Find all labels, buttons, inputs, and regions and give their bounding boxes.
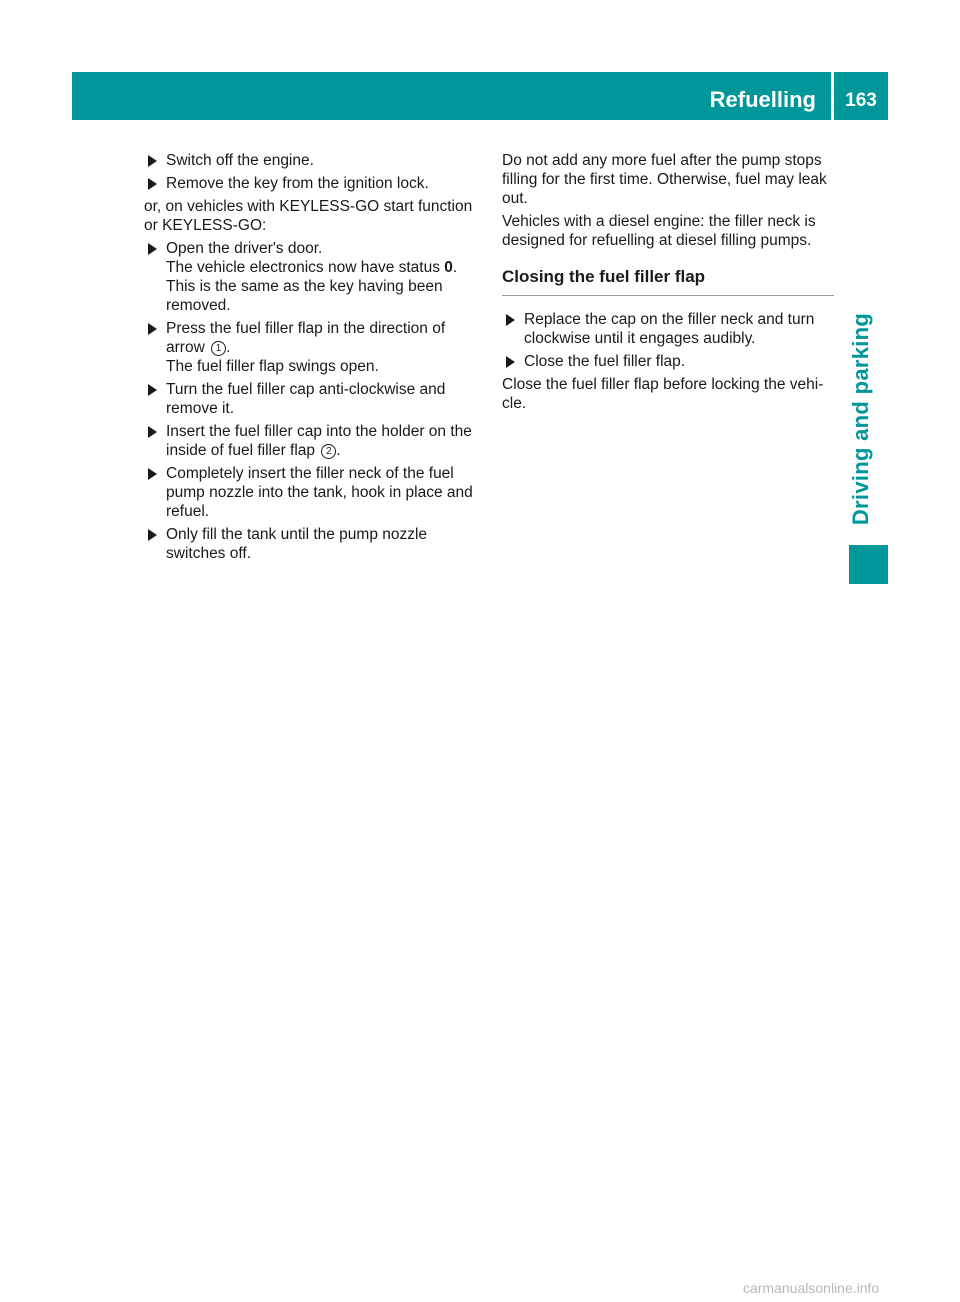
- step-text: Completely insert the filler neck of the fuel pump nozzle into the tank, hook in place and refuel.: [166, 465, 473, 520]
- step-text-main: Press the fuel filler flap in the direction of arrow: [166, 320, 446, 356]
- left-column: [144, 151, 484, 567]
- instruction-step: [144, 464, 484, 521]
- instruction-step: [144, 239, 484, 315]
- step-arrow-icon: [506, 314, 515, 326]
- step-text: Remove the key from the ignition lock.: [166, 175, 429, 192]
- paragraph: or, on vehicles with KEYLESS-GO start function or KEYLESS-GO:: [144, 198, 473, 234]
- page-number: 163: [845, 90, 877, 111]
- status-value: 0: [444, 259, 453, 276]
- step-result: [166, 258, 484, 277]
- step-text: Replace the cap on the filler neck and turn clockwise until it engages audibly.: [524, 311, 815, 347]
- step-text-suffix: .: [226, 339, 231, 356]
- step-text-main: Insert the fuel filler cap into the holder on the inside of fuel filler flap: [166, 423, 472, 459]
- step-result-suffix: .: [452, 259, 458, 276]
- step-text-suffix: .: [336, 442, 341, 459]
- step-text: [166, 422, 484, 460]
- step-text: Open the driver's door.: [166, 240, 323, 257]
- step-arrow-icon: [148, 243, 157, 255]
- section-heading: Closing the fuel filler flap: [502, 266, 834, 296]
- instruction-step: [502, 352, 834, 371]
- circled-number-2-icon: 2: [321, 444, 336, 459]
- step-result-text: The vehicle electronics now have status: [166, 259, 445, 276]
- step-text: [166, 319, 484, 357]
- step-arrow-icon: [148, 384, 157, 396]
- instruction-step: [502, 310, 834, 348]
- step-text: Close the fuel filler flap.: [524, 353, 686, 370]
- instruction-step: [144, 525, 484, 563]
- side-tab: [843, 300, 879, 538]
- header-bar: [72, 72, 888, 120]
- instruction-step: [144, 422, 484, 460]
- step-arrow-icon: [148, 155, 157, 167]
- side-tab-label: Driving and parking: [848, 312, 873, 526]
- step-result: This is the same as the key having been removed.: [166, 278, 443, 314]
- circled-number-1-icon: 1: [211, 341, 226, 356]
- step-arrow-icon: [506, 356, 515, 368]
- right-column: [502, 151, 834, 417]
- page-title: Refuelling: [709, 87, 816, 112]
- section-body: [502, 310, 834, 413]
- step-text: Switch off the engine.: [166, 152, 314, 169]
- step-arrow-icon: [148, 426, 157, 438]
- step-text: Only fill the tank until the pump nozzle switches off.: [166, 526, 428, 562]
- step-arrow-icon: [148, 178, 157, 190]
- step-result: The fuel filler flap swings open.: [166, 358, 379, 375]
- instruction-step: [144, 174, 484, 193]
- step-text: Turn the fuel filler cap anti-clockwise and remove it.: [166, 381, 446, 417]
- instruction-step: [144, 380, 484, 418]
- step-arrow-icon: [148, 468, 157, 480]
- instruction-step: [144, 319, 484, 376]
- paragraph: Do not add any more fuel after the pump stops filling for the first time. Otherwise, fuel may leak out.: [502, 152, 827, 207]
- side-tab-marker: [849, 545, 888, 584]
- paragraph: Close the fuel filler flap before locking the vehi-cle.: [502, 376, 824, 412]
- step-arrow-icon: [148, 529, 157, 541]
- step-arrow-icon: [148, 323, 157, 335]
- paragraph: Vehicles with a diesel engine: the filler neck is designed for refuelling at diesel filling pumps.: [502, 213, 816, 249]
- watermark: carmanualsonline.info: [743, 1280, 880, 1296]
- instruction-step: [144, 151, 484, 170]
